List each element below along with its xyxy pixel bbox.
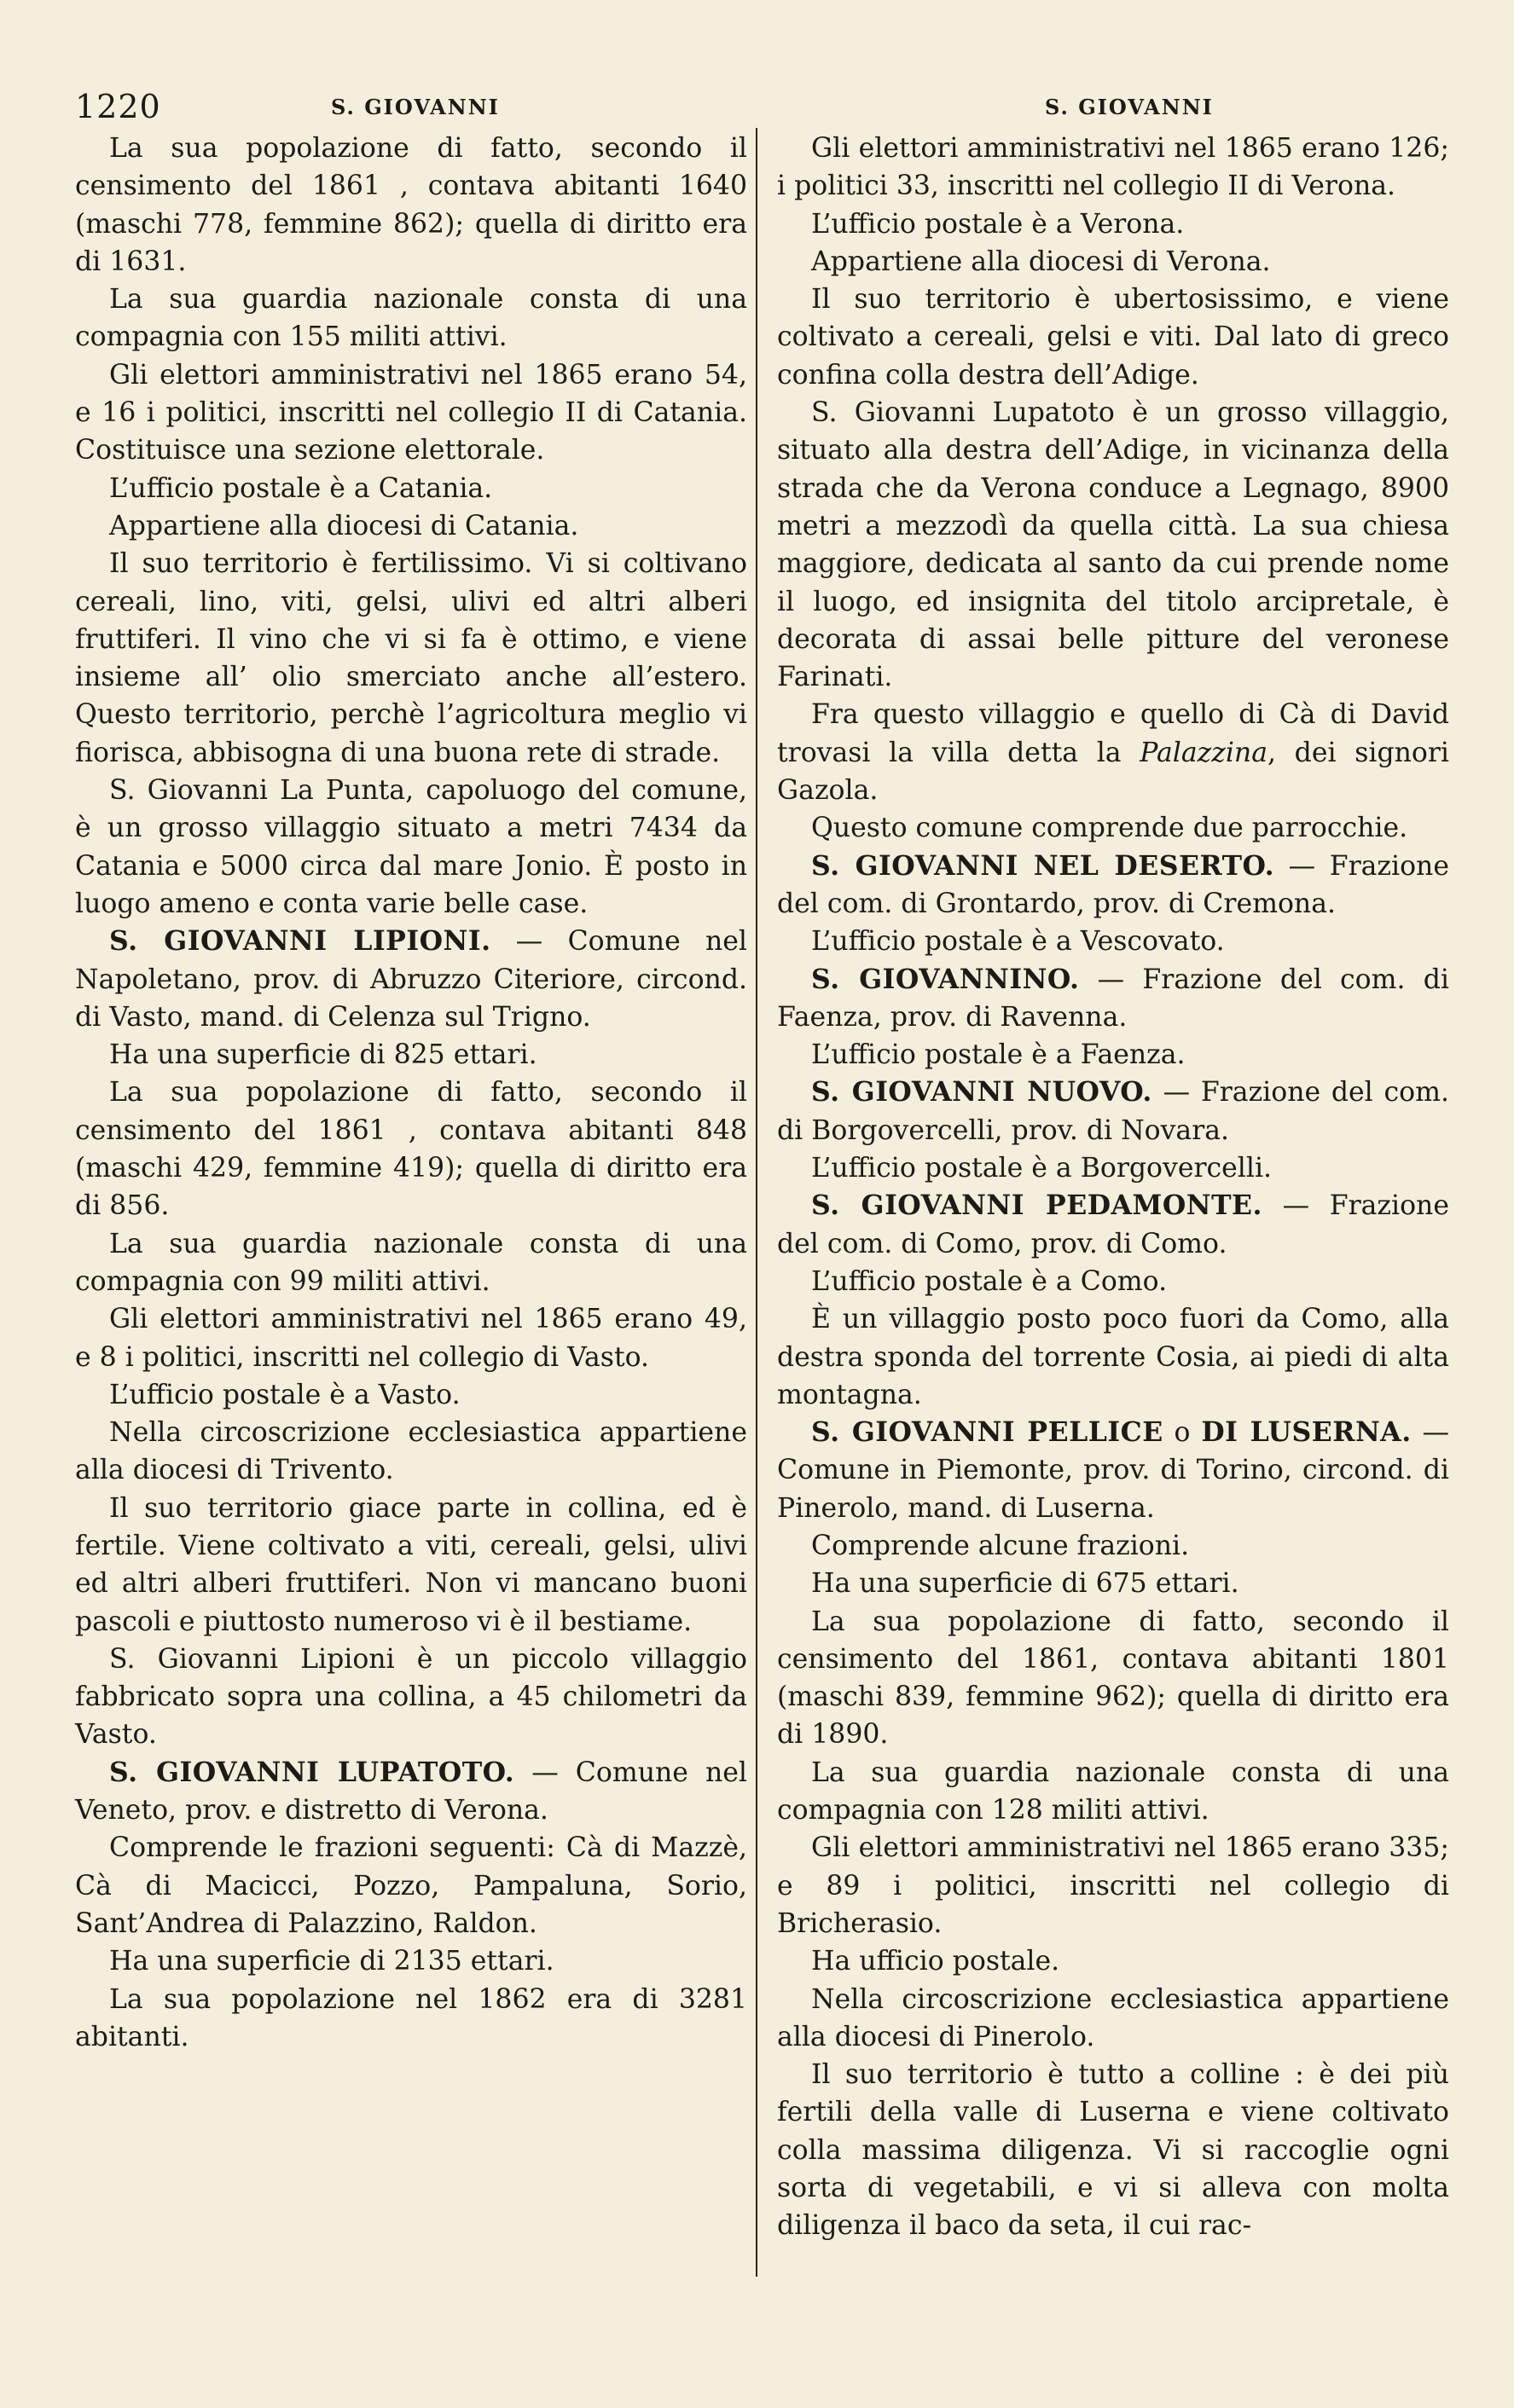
entry-heading: S. GIOVANNI LIPIONI.: [109, 925, 491, 958]
running-head-left: S. GIOVANNI: [331, 95, 500, 119]
right-column: [777, 130, 1449, 2245]
paragraph: Gli elettori amministrativi nel 1865 erano 49, e 8 i politici, inscritti nel collegio di Vasto.: [75, 1304, 747, 1373]
paragraph: Il suo territorio giace parte in collina, ed è fertile. Viene coltivato a viti, cereali, gelsi, ulivi ed altri alberi fruttiferi. Non vi mancano buoni pascoli e piuttosto numeroso vi è il bestiame.: [75, 1492, 747, 1637]
paragraph: L’ufficio postale è a Faenza.: [811, 1039, 1186, 1071]
paragraph: Ha una superficie di 2135 ettari.: [109, 1946, 554, 1977]
page-number: 1220: [75, 88, 161, 125]
running-head-right: S. GIOVANNI: [1045, 95, 1214, 119]
entry-lipioni: [75, 923, 747, 1036]
paragraph: È un villaggio posto poco fuori da Como, alla destra sponda del torrente Cosia, ai piedi di alta montagna.: [777, 1304, 1449, 1410]
paragraph: La sua popolazione di fatto, secondo il censimento del 1861 , contava abitanti 1640 (maschi 778, femmine 862); quella di diritto era di 1631.: [75, 133, 747, 277]
paragraph: Ha ufficio postale.: [811, 1946, 1060, 1977]
left-column: [75, 130, 747, 2056]
paragraph: La sua guardia nazionale consta di una compagnia con 155 militi attivi.: [75, 284, 747, 353]
entry-heading: S. GIOVANNI LUPATOTO.: [109, 1756, 515, 1788]
paragraph: La sua popolazione di fatto, secondo il censimento del 1861 , contava abitanti 848 (maschi 429, femmine 419); quella di diritto era di 856.: [75, 1077, 747, 1222]
entry-intro: — Frazione del com. di Borgovercelli, prov. di Novara.: [777, 1077, 1449, 1146]
paragraph: La sua popolazione nel 1862 era di 3281 abitanti.: [75, 1983, 747, 2052]
paragraph: La sua popolazione di fatto, secondo il censimento del 1861, contava abitanti 1801 (maschi 839, femmine 962); quella di diritto era di 1890.: [777, 1606, 1449, 1751]
entry-intro: — Frazione del com. di Faenza, prov. di Ravenna.: [777, 964, 1449, 1033]
entry-intro: — Comune nel Veneto, prov. e distretto di Verona.: [75, 1757, 747, 1826]
entry-intro: — Frazione del com. di Grontardo, prov. di Cremona.: [777, 850, 1449, 919]
paragraph: L’ufficio postale è a Vescovato.: [811, 926, 1225, 958]
entry-heading: S. GIOVANNI NEL DESERTO.: [811, 849, 1275, 882]
entry-pedamonte: [777, 1187, 1449, 1263]
paragraph: Il suo territorio è ubertosissimo, e viene coltivato a cereali, gelsi e viti. Dal lato di greco confina colla destra dell’Adige.: [777, 284, 1449, 391]
paragraph: Il suo territorio è tutto a colline : è dei più fertili della valle di Luserna e viene coltivato colla massima diligenza. Vi si raccoglie ogni sorta di vegetabili, e vi si alleva con molta diligenza il baco da seta, il cui rac-: [777, 2059, 1449, 2242]
text-run: Fra questo villaggio e quello di Cà di David trovasi la villa detta la: [777, 699, 1449, 768]
entry-deserto: [777, 848, 1449, 923]
paragraph: L’ufficio postale è a Como.: [811, 1265, 1168, 1297]
paragraph: Gli elettori amministrativi nel 1865 erano 54, e 16 i politici, inscritti nel collegio II di Catania. Costituisce una sezione elettorale.: [75, 359, 747, 466]
entry-heading: S. GIOVANNI NUOVO.: [811, 1076, 1152, 1108]
text-run: , dei signori Gazola.: [777, 737, 1449, 807]
entry-intro: — Frazione del com. di Como, prov. di Como.: [777, 1190, 1449, 1259]
paragraph: Gli elettori amministrativi nel 1865 erano 126; i politici 33, inscritti nel collegio II di Verona.: [777, 133, 1449, 202]
page-header: [0, 85, 1514, 128]
entry-intro: — Comune in Piemonte, prov. di Torino, circond. di Pinerolo, mand. di Luserna.: [777, 1417, 1449, 1524]
column-divider: [756, 128, 757, 2277]
paragraph: S. Giovanni Lipioni è un piccolo villaggio fabbricato sopra una collina, a 45 chilometri da Vasto.: [75, 1643, 747, 1751]
paragraph: Nella circoscrizione ecclesiastica appartiene alla diocesi di Pinerolo.: [777, 1983, 1449, 2052]
villa-name: Palazzina: [1140, 737, 1267, 768]
entry-heading: S. GIOVANNI PELLICE: [811, 1416, 1163, 1449]
entry-lupatoto: [75, 1754, 747, 1830]
paragraph: L’ufficio postale è a Catania.: [109, 472, 493, 504]
paragraph: Nella circoscrizione ecclesiastica appartiene alla diocesi di Trivento.: [75, 1417, 747, 1486]
paragraph: Comprende le frazioni seguenti: Cà di Mazzè, Cà di Macicci, Pozzo, Pampaluna, Sorio, Sant’Andrea di Palazzino, Raldon.: [75, 1832, 747, 1939]
entry-heading: S. GIOVANNINO.: [811, 963, 1080, 995]
paragraph: Comprende alcune frazioni.: [811, 1530, 1190, 1561]
entry-nuovo: [777, 1074, 1449, 1149]
entry-giovannino: [777, 961, 1449, 1037]
paragraph: L’ufficio postale è a Vasto.: [109, 1379, 461, 1410]
paragraph: [777, 696, 1449, 809]
paragraph: Questo comune comprende due parrocchie.: [811, 813, 1408, 844]
paragraph: Gli elettori amministrativi nel 1865 erano 335; e 89 i politici, inscritti nel collegio di Bricherasio.: [777, 1832, 1449, 1939]
entry-pellice: [777, 1414, 1449, 1527]
paragraph: S. Giovanni La Punta, capoluogo del comune, è un grosso villaggio situato a metri 7434 da Catania e 5000 circa dal mare Jonio. È posto in luogo ameno e conta varie belle case.: [75, 775, 747, 919]
paragraph: L’ufficio postale è a Borgovercelli.: [811, 1153, 1273, 1184]
entry-intro: — Comune nel Napoletano, prov. di Abruzzo Citeriore, circond. di Vasto, mand. di Celenza sul Trigno.: [75, 926, 747, 1033]
entry-heading-alt: DI LUSERNA.: [1201, 1416, 1412, 1449]
entry-heading: S. GIOVANNI PEDAMONTE.: [811, 1190, 1262, 1222]
paragraph: Appartiene alla diocesi di Catania.: [109, 510, 579, 541]
paragraph: La sua guardia nazionale consta di una compagnia con 128 militi attivi.: [777, 1757, 1449, 1826]
paragraph: L’ufficio postale è a Verona.: [811, 208, 1185, 240]
paragraph: S. Giovanni Lupatoto è un grosso villaggio, situato alla destra dell’Adige, in vicinanza della strada che da Verona conduce a Legnago, 8900 metri a mezzodì da quella città. La sua chiesa maggiore, dedicata al santo da cui prende nome il luogo, ed insignita del titolo arcipretale, è decorata di assai belle pitture del veronese Farinati.: [777, 397, 1449, 693]
paragraph: Ha una superficie di 675 ettari.: [811, 1568, 1239, 1600]
paragraph: Il suo territorio è fertilissimo. Vi si coltivano cereali, lino, viti, gelsi, ulivi ed altri alberi fruttiferi. Il vino che vi si fa è ottimo, e viene insieme all’ olio smerciato anche all’estero. Questo territorio, perchè l’agricoltura meglio vi fiorisca, abbisogna di una buona rete di strade.: [75, 548, 747, 768]
paragraph: La sua guardia nazionale consta di una compagnia con 99 militi attivi.: [75, 1228, 747, 1297]
paragraph: Ha una superficie di 825 ettari.: [109, 1039, 537, 1071]
paragraph: Appartiene alla diocesi di Verona.: [811, 246, 1271, 277]
heading-connector: o: [1163, 1417, 1202, 1449]
